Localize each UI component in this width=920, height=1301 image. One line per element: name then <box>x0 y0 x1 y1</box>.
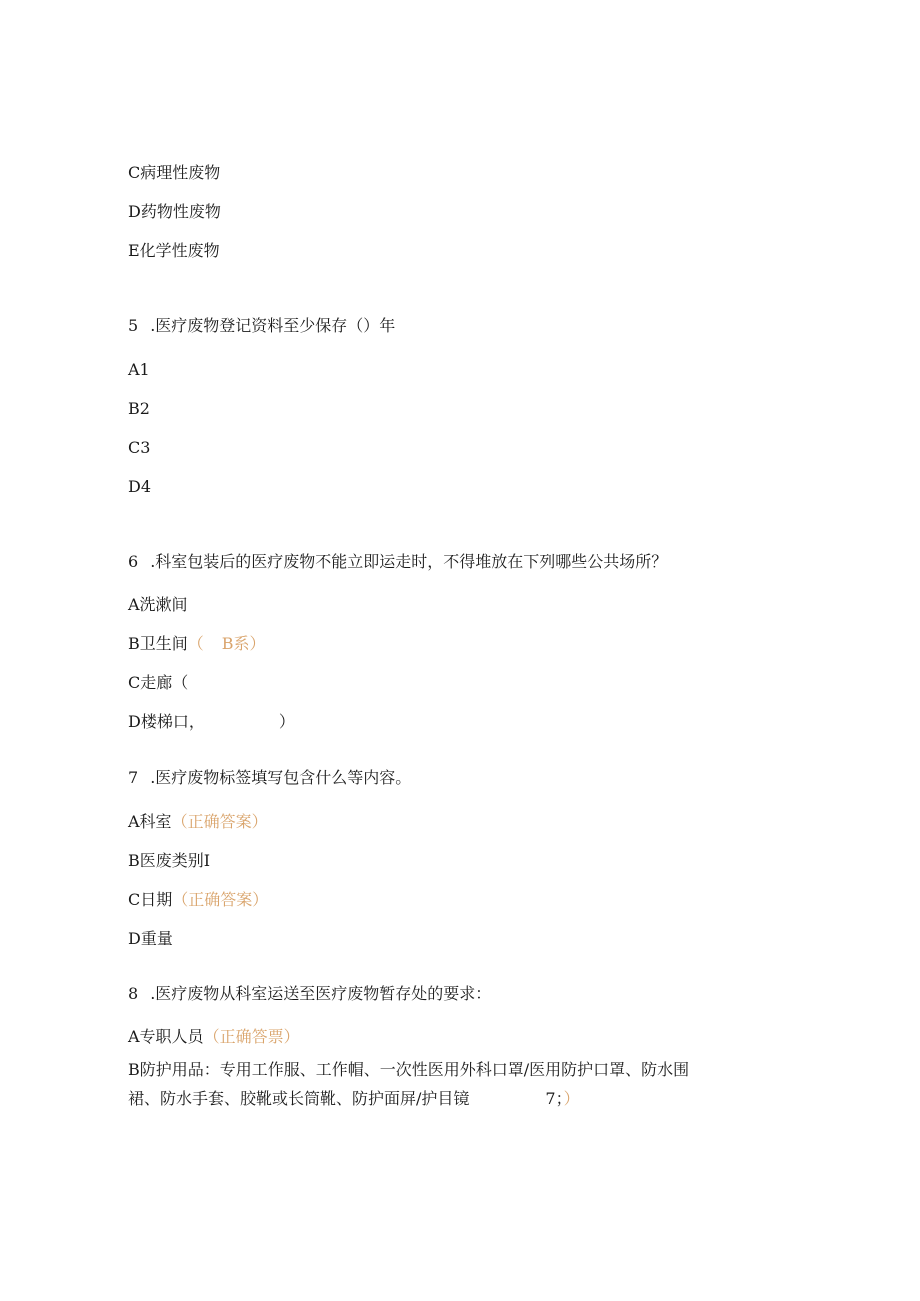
q6-option-b-mark: B系） <box>221 634 266 653</box>
q7-option-a <box>128 812 268 832</box>
q6-option-b <box>128 634 266 654</box>
q6-option-d-mark: ） <box>278 712 295 731</box>
q7-text: .医疗废物标签填写包含什么等内容。 <box>150 768 412 787</box>
q8-option-a-mark: （正确答票） <box>203 1027 300 1046</box>
q5-number: 5 <box>128 316 139 335</box>
q7-option-a-text: A科室 <box>128 812 172 831</box>
q8-text: .医疗废物从科室运送至医疗废物暂存处的要求： <box>150 984 492 1003</box>
q8-option-b-tail: 7； <box>545 1089 564 1108</box>
q7-number: 7 <box>128 768 139 787</box>
q8-option-b-mark: ） <box>563 1089 580 1108</box>
q6-option-b-mark-open: （ <box>187 634 204 653</box>
q5-option-c: C3 <box>128 438 151 457</box>
q6-option-b-text: B卫生间 <box>128 634 188 653</box>
q7-option-d: D重量 <box>128 929 173 948</box>
q7-option-a-mark: （正确答案） <box>171 812 268 831</box>
q4-option-c: C病理性废物 <box>128 163 221 182</box>
q5-option-a: A1 <box>128 360 150 379</box>
q7-option-c <box>128 890 268 910</box>
q8-option-b-line1: B防护用品：专用工作服、工作帽、一次性医用外科口罩/医用防护口罩、防水围 <box>128 1060 690 1079</box>
q6-question <box>128 552 667 572</box>
q8-option-b-line2 <box>128 1089 580 1109</box>
q5-question <box>128 316 395 336</box>
q6-option-a: A洗漱间 <box>128 595 188 614</box>
q7-question <box>128 768 411 788</box>
q6-number: 6 <box>128 552 139 571</box>
q8-option-a-text: A专职人员 <box>128 1027 204 1046</box>
q7-option-c-text: C日期 <box>128 890 173 909</box>
q6-option-d <box>128 712 295 732</box>
q6-option-d-text: D楼梯口， <box>128 712 205 731</box>
q5-option-b: B2 <box>128 399 150 418</box>
q6-text: .科室包装后的医疗废物不能立即运走时，不得堆放在下列哪些公共场所？ <box>150 552 668 571</box>
q4-option-d: D药物性废物 <box>128 202 221 221</box>
q8-number: 8 <box>128 984 139 1003</box>
q8-option-a <box>128 1027 300 1047</box>
q8-option-b-line2-text: 裙、防水手套、胶靴或长筒靴、防护面屏/护目镜 <box>128 1089 470 1108</box>
q5-option-d: D4 <box>128 477 152 496</box>
q6-option-c: C走廊（ <box>128 673 189 692</box>
q7-option-c-mark: （正确答案） <box>172 890 269 909</box>
q4-option-e: E化学性废物 <box>128 241 220 260</box>
q7-option-b: B医废类别I <box>128 851 211 870</box>
q8-question <box>128 984 491 1004</box>
q5-text: .医疗废物登记资料至少保存（）年 <box>150 316 396 335</box>
